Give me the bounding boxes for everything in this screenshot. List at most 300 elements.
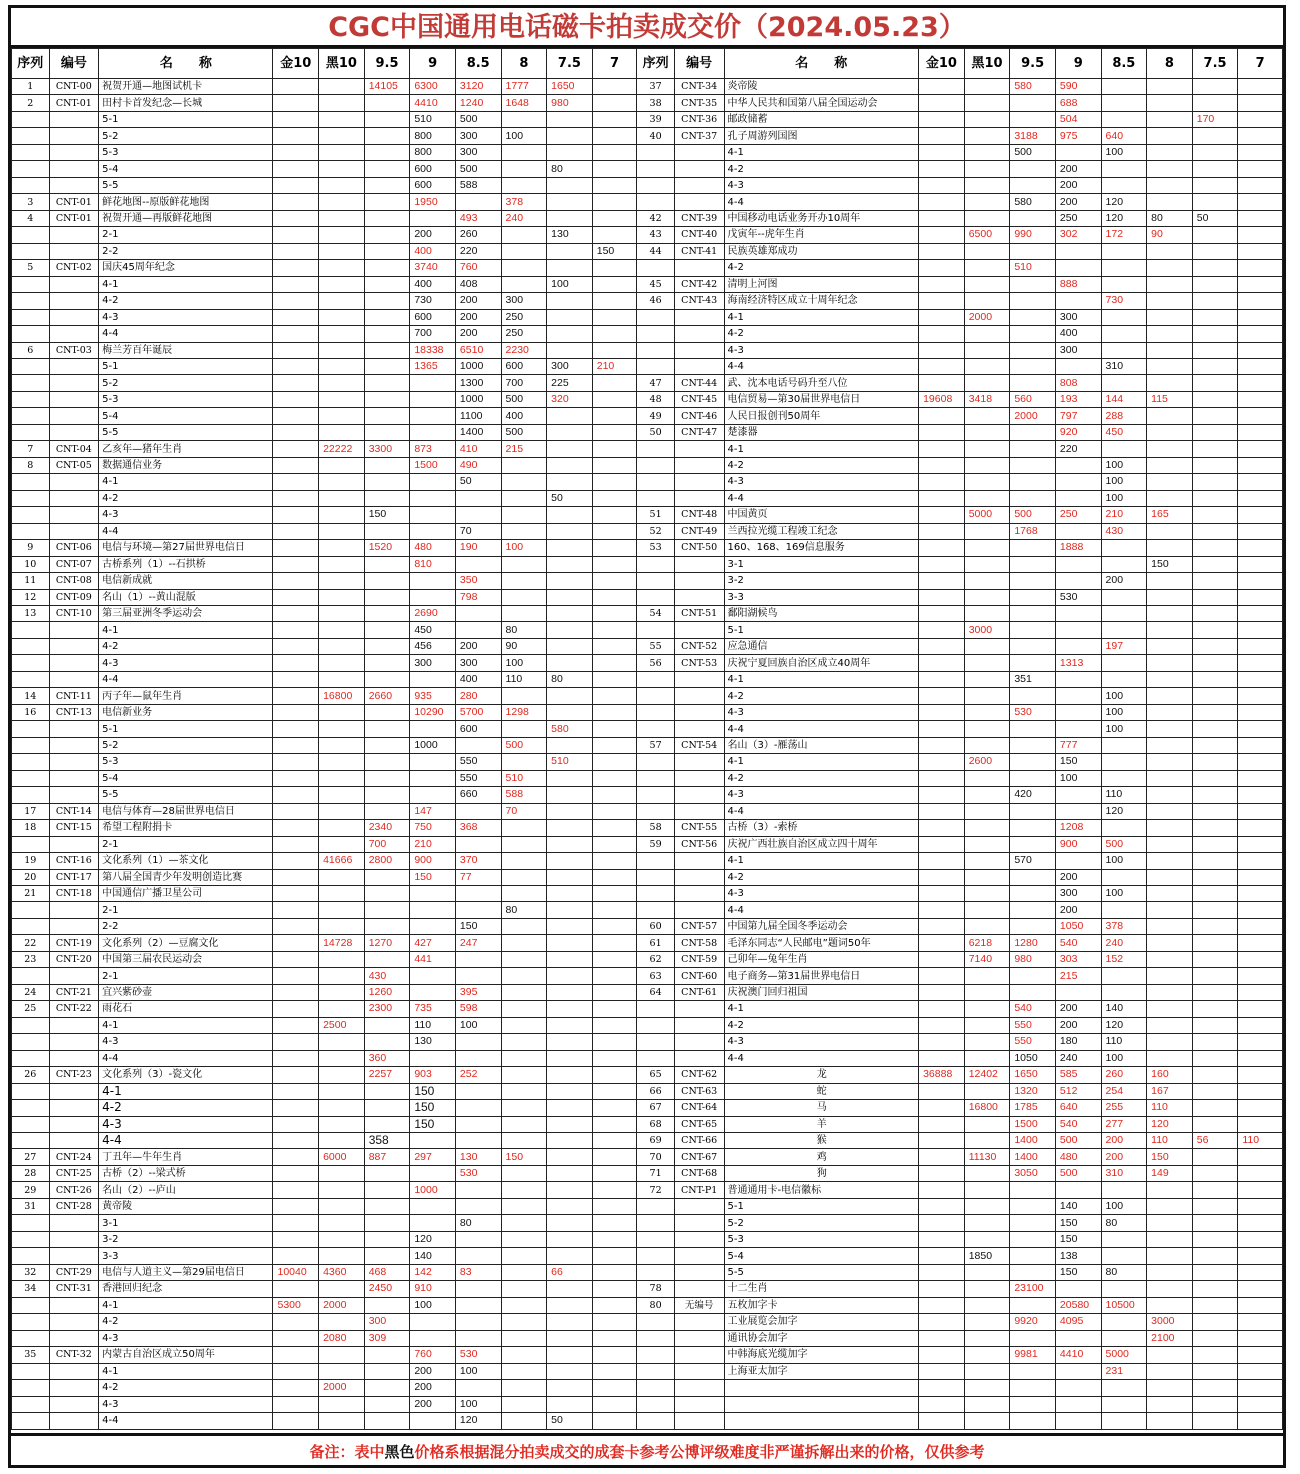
price-cell-9: 140 <box>410 1248 456 1264</box>
name-cell: 民族英雄郑成功 <box>724 243 919 259</box>
table-row <box>12 770 1283 786</box>
price-cell-8 <box>1147 309 1193 325</box>
code-cell: CNT-58 <box>674 935 724 951</box>
price-cell-gold10 <box>273 342 319 358</box>
seq-cell: 12 <box>12 589 50 605</box>
price-cell-8 <box>1147 1034 1193 1050</box>
price-cell-9-5: 3050 <box>1010 1165 1056 1181</box>
code-cell <box>49 1034 99 1050</box>
price-cell-8 <box>1147 671 1193 687</box>
code-cell: 无编号 <box>674 1297 724 1313</box>
price-cell-7-5 <box>1192 1017 1238 1033</box>
price-cell-8-5 <box>1101 540 1147 556</box>
price-cell-8 <box>501 144 547 160</box>
price-cell-9: 100 <box>410 1297 456 1313</box>
price-cell-7 <box>1238 490 1283 506</box>
price-cell-8 <box>501 1001 547 1017</box>
seq-cell <box>12 490 50 506</box>
price-cell-9-5 <box>1010 638 1056 654</box>
price-cell-8-5: 300 <box>455 128 501 144</box>
price-cell-gold10 <box>273 918 319 934</box>
price-cell-7 <box>592 951 637 967</box>
price-cell-7 <box>1238 951 1283 967</box>
name-cell: 楚漆器 <box>724 424 919 440</box>
price-cell-black10 <box>964 194 1010 210</box>
price-cell-black10 <box>964 1380 1010 1396</box>
code-cell: CNT-35 <box>674 95 724 111</box>
seq-cell: 23 <box>12 951 50 967</box>
price-cell-8 <box>501 754 547 770</box>
code-cell <box>49 474 99 490</box>
price-cell-black10 <box>964 869 1010 885</box>
price-cell-7-5 <box>547 1017 593 1033</box>
price-cell-8 <box>1147 1281 1193 1297</box>
price-cell-black10 <box>964 358 1010 374</box>
name-cell: 数据通信业务 <box>99 457 273 473</box>
price-cell-8 <box>501 161 547 177</box>
code-cell: CNT-16 <box>49 853 99 869</box>
price-cell-9: 910 <box>410 1281 456 1297</box>
price-cell-7-5 <box>547 243 593 259</box>
code-cell: CNT-61 <box>674 984 724 1000</box>
price-cell-9: 1000 <box>410 737 456 753</box>
price-cell-8-5 <box>1101 1396 1147 1412</box>
name-cell: 海南经济特区成立十周年纪念 <box>724 293 919 309</box>
price-cell-9-5: 358 <box>364 1133 410 1149</box>
code-cell <box>674 342 724 358</box>
price-cell-7 <box>1238 540 1283 556</box>
table-row <box>12 1380 1283 1396</box>
price-cell-gold10 <box>919 556 965 572</box>
price-cell-gold10 <box>919 1083 965 1099</box>
price-cell-gold10 <box>919 1248 965 1264</box>
price-cell-7 <box>592 1248 637 1264</box>
price-cell-8 <box>501 507 547 523</box>
price-cell-9-5 <box>364 243 410 259</box>
price-cell-black10 <box>964 1198 1010 1214</box>
seq-cell: 16 <box>12 704 50 720</box>
price-cell-7 <box>592 490 637 506</box>
price-cell-8-5: 77 <box>455 869 501 885</box>
code-cell <box>49 144 99 160</box>
price-cell-gold10 <box>273 111 319 127</box>
price-cell-9 <box>410 671 456 687</box>
price-cell-black10 <box>964 902 1010 918</box>
price-cell-black10 <box>964 95 1010 111</box>
price-table <box>11 48 1283 1430</box>
code-cell <box>674 358 724 374</box>
price-cell-8 <box>1147 1001 1193 1017</box>
seq-cell: 27 <box>12 1149 50 1165</box>
footnote-part2: 黑色 <box>384 1443 415 1461</box>
price-cell-8-5 <box>1101 968 1147 984</box>
price-cell-9-5: 2000 <box>1010 408 1056 424</box>
price-cell-9: 120 <box>410 1231 456 1247</box>
price-cell-8 <box>1147 1396 1193 1412</box>
price-cell-7 <box>1238 1198 1283 1214</box>
price-cell-7 <box>592 194 637 210</box>
price-cell-9: 150 <box>1055 754 1101 770</box>
price-cell-gold10 <box>919 573 965 589</box>
price-cell-8-5: 395 <box>455 984 501 1000</box>
seq-cell <box>637 1001 675 1017</box>
price-cell-9-5 <box>364 523 410 539</box>
price-cell-8-5: 598 <box>455 1001 501 1017</box>
price-cell-7-5: 80 <box>547 161 593 177</box>
price-cell-black10 <box>319 95 365 111</box>
price-cell-9-5: 1270 <box>364 935 410 951</box>
price-cell-9-5 <box>1010 770 1056 786</box>
price-cell-7-5 <box>547 869 593 885</box>
name-cell: 中国黄页 <box>724 507 919 523</box>
table-row <box>12 721 1283 737</box>
price-cell-black10 <box>964 540 1010 556</box>
price-cell-7 <box>1238 918 1283 934</box>
seq-cell: 17 <box>12 803 50 819</box>
name-cell: 5-2 <box>99 128 273 144</box>
price-cell-8: 149 <box>1147 1165 1193 1181</box>
code-cell: CNT-04 <box>49 441 99 457</box>
seq-cell: 11 <box>12 573 50 589</box>
price-cell-black10 <box>964 128 1010 144</box>
price-cell-9: 200 <box>1055 161 1101 177</box>
price-cell-9: 300 <box>1055 309 1101 325</box>
seq-cell <box>637 688 675 704</box>
name-cell: 2-1 <box>99 902 273 918</box>
price-cell-8-5: 100 <box>1101 144 1147 160</box>
price-cell-black10 <box>964 688 1010 704</box>
price-cell-8 <box>501 885 547 901</box>
price-cell-7-5 <box>547 441 593 457</box>
name-cell: 4-1 <box>99 1297 273 1313</box>
price-cell-7-5 <box>1192 1314 1238 1330</box>
price-cell-gold10 <box>273 79 319 95</box>
seq-cell <box>637 1231 675 1247</box>
table-row <box>12 1396 1283 1412</box>
price-cell-8-5 <box>1101 260 1147 276</box>
price-cell-8-5 <box>1101 820 1147 836</box>
price-cell-gold10 <box>273 803 319 819</box>
price-cell-9: 193 <box>1055 391 1101 407</box>
price-cell-8: 120 <box>1147 1116 1193 1132</box>
price-cell-7 <box>592 408 637 424</box>
name-cell: 4-3 <box>99 309 273 325</box>
price-cell-9-5 <box>364 1412 410 1429</box>
price-cell-9 <box>410 1314 456 1330</box>
price-cell-8 <box>501 984 547 1000</box>
code-cell <box>674 573 724 589</box>
price-cell-8: 90 <box>501 638 547 654</box>
price-cell-9-5 <box>1010 95 1056 111</box>
price-cell-8 <box>1147 589 1193 605</box>
price-cell-7-5 <box>547 457 593 473</box>
price-cell-gold10 <box>273 1281 319 1297</box>
price-cell-8-5 <box>1101 1231 1147 1247</box>
price-cell-9-5 <box>1010 1198 1056 1214</box>
price-cell-7-5 <box>1192 375 1238 391</box>
price-cell-8-5: 288 <box>1101 408 1147 424</box>
price-cell-black10 <box>319 622 365 638</box>
code-cell <box>674 457 724 473</box>
price-cell-8 <box>501 1215 547 1231</box>
header-left-col-gold10: 金10 <box>273 49 319 79</box>
price-cell-7-5 <box>547 194 593 210</box>
price-cell-black10 <box>964 1412 1010 1429</box>
name-cell: 4-4 <box>99 1133 273 1149</box>
price-cell-9-5: 1650 <box>1010 1067 1056 1083</box>
price-cell-black10 <box>964 885 1010 901</box>
price-cell-black10 <box>319 902 365 918</box>
price-cell-7 <box>592 1067 637 1083</box>
price-cell-8-5: 588 <box>455 177 501 193</box>
price-cell-9 <box>410 787 456 803</box>
price-cell-gold10 <box>273 1380 319 1396</box>
price-cell-black10 <box>319 1347 365 1363</box>
code-cell <box>49 276 99 292</box>
price-cell-9-5 <box>364 1396 410 1412</box>
price-cell-black10 <box>319 606 365 622</box>
price-cell-9-5 <box>364 803 410 819</box>
price-cell-7 <box>592 227 637 243</box>
price-cell-9: 3740 <box>410 260 456 276</box>
price-cell-gold10: 5300 <box>273 1297 319 1313</box>
price-cell-8 <box>1147 490 1193 506</box>
seq-cell <box>12 836 50 852</box>
price-cell-9: 600 <box>410 309 456 325</box>
price-cell-7-5 <box>1192 737 1238 753</box>
code-cell <box>674 1215 724 1231</box>
seq-cell <box>637 704 675 720</box>
table-row <box>12 737 1283 753</box>
price-cell-8-5 <box>455 1330 501 1346</box>
price-cell-9 <box>1055 638 1101 654</box>
code-cell: CNT-31 <box>49 1281 99 1297</box>
code-cell: CNT-24 <box>49 1149 99 1165</box>
price-cell-9 <box>410 408 456 424</box>
table-row <box>12 260 1283 276</box>
price-cell-8-5: 200 <box>1101 1149 1147 1165</box>
table-row <box>12 391 1283 407</box>
seq-cell: 63 <box>637 968 675 984</box>
code-cell: CNT-51 <box>674 606 724 622</box>
price-cell-9: 735 <box>410 1001 456 1017</box>
seq-cell <box>637 754 675 770</box>
seq-cell: 55 <box>637 638 675 654</box>
table-row <box>12 1248 1283 1264</box>
price-cell-9 <box>410 474 456 490</box>
price-cell-black10 <box>964 474 1010 490</box>
price-cell-7 <box>592 144 637 160</box>
price-cell-black10 <box>319 968 365 984</box>
price-cell-8-5: 640 <box>1101 128 1147 144</box>
price-cell-9-5 <box>364 869 410 885</box>
price-cell-8: 70 <box>501 803 547 819</box>
table-row <box>12 408 1283 424</box>
price-cell-8-5: 190 <box>455 540 501 556</box>
price-cell-7-5 <box>1192 326 1238 342</box>
price-cell-7 <box>592 375 637 391</box>
seq-cell <box>12 1116 50 1132</box>
price-cell-9: 138 <box>1055 1248 1101 1264</box>
price-cell-9-5 <box>1010 457 1056 473</box>
price-cell-9-5 <box>364 671 410 687</box>
price-cell-9-5 <box>364 128 410 144</box>
price-cell-black10 <box>319 737 365 753</box>
price-cell-8-5: 530 <box>455 1347 501 1363</box>
table-row <box>12 1264 1283 1280</box>
name-cell: 田村卡首发纪念—长城 <box>99 95 273 111</box>
price-cell-black10 <box>319 128 365 144</box>
price-cell-7 <box>1238 1363 1283 1379</box>
price-cell-gold10 <box>273 391 319 407</box>
price-cell-9: 800 <box>410 144 456 160</box>
price-cell-8: 100 <box>501 128 547 144</box>
price-cell-8 <box>501 1050 547 1066</box>
price-cell-8-5 <box>455 902 501 918</box>
price-cell-9-5: 2300 <box>364 1001 410 1017</box>
price-cell-9-5 <box>1010 375 1056 391</box>
price-cell-8-5 <box>1101 161 1147 177</box>
price-cell-7 <box>1238 507 1283 523</box>
table-row <box>12 606 1283 622</box>
price-cell-black10 <box>319 1363 365 1379</box>
price-cell-black10 <box>319 1116 365 1132</box>
price-cell-7-5 <box>1192 408 1238 424</box>
price-cell-9: 777 <box>1055 737 1101 753</box>
price-cell-gold10 <box>919 177 965 193</box>
price-cell-7 <box>592 1182 637 1198</box>
price-cell-gold10 <box>919 589 965 605</box>
name-cell: 4-3 <box>724 177 919 193</box>
price-cell-7-5: 80 <box>547 671 593 687</box>
name-cell: 邮政储蓄 <box>724 111 919 127</box>
price-cell-gold10 <box>273 260 319 276</box>
price-cell-7-5 <box>1192 902 1238 918</box>
header-left-col-8-5: 8.5 <box>455 49 501 79</box>
table-row <box>12 358 1283 374</box>
header-right-col-9: 9 <box>1055 49 1101 79</box>
price-cell-8-5 <box>455 556 501 572</box>
price-cell-8: 90 <box>1147 227 1193 243</box>
price-cell-7-5 <box>547 1100 593 1116</box>
price-cell-9-5: 420 <box>1010 787 1056 803</box>
price-cell-black10 <box>964 1281 1010 1297</box>
seq-cell: 48 <box>637 391 675 407</box>
seq-cell <box>637 1215 675 1231</box>
price-cell-9: 480 <box>1055 1149 1101 1165</box>
price-cell-8 <box>501 688 547 704</box>
price-cell-9 <box>410 984 456 1000</box>
seq-cell: 42 <box>637 210 675 226</box>
price-cell-8 <box>1147 260 1193 276</box>
table-row <box>12 523 1283 539</box>
seq-cell <box>637 1347 675 1363</box>
price-cell-black10 <box>319 177 365 193</box>
price-cell-9-5 <box>364 474 410 490</box>
price-cell-7 <box>1238 128 1283 144</box>
price-cell-gold10 <box>273 1034 319 1050</box>
price-cell-9 <box>1055 260 1101 276</box>
price-cell-black10: 2600 <box>964 754 1010 770</box>
price-cell-black10 <box>964 1330 1010 1346</box>
price-cell-black10 <box>964 326 1010 342</box>
name-cell: 4-3 <box>99 1330 273 1346</box>
price-cell-gold10 <box>919 276 965 292</box>
name-cell: 中国移动电话业务开办10周年 <box>724 210 919 226</box>
price-cell-9: 760 <box>410 1347 456 1363</box>
code-cell: CNT-63 <box>674 1083 724 1099</box>
code-cell: CNT-37 <box>674 128 724 144</box>
price-cell-black10: 2000 <box>319 1297 365 1313</box>
price-cell-gold10 <box>273 589 319 605</box>
price-cell-9-5 <box>1010 589 1056 605</box>
price-cell-8-5 <box>455 1248 501 1264</box>
price-cell-8-5: 100 <box>1101 490 1147 506</box>
price-cell-8-5: 80 <box>1101 1264 1147 1280</box>
price-cell-7-5 <box>547 1314 593 1330</box>
price-cell-7-5 <box>547 836 593 852</box>
table-row <box>12 1330 1283 1346</box>
price-cell-black10 <box>319 326 365 342</box>
price-cell-black10 <box>964 1165 1010 1181</box>
price-cell-8-5 <box>455 606 501 622</box>
seq-cell <box>637 441 675 457</box>
price-cell-7-5 <box>547 1083 593 1099</box>
price-cell-7-5 <box>1192 227 1238 243</box>
price-cell-black10 <box>319 79 365 95</box>
price-cell-gold10 <box>273 1083 319 1099</box>
code-cell <box>49 622 99 638</box>
table-row <box>12 326 1283 342</box>
price-cell-7-5: 50 <box>547 490 593 506</box>
price-cell-gold10 <box>919 474 965 490</box>
price-cell-gold10 <box>273 885 319 901</box>
price-cell-black10 <box>964 1314 1010 1330</box>
price-cell-gold10 <box>273 1215 319 1231</box>
table-row <box>12 869 1283 885</box>
price-cell-8-5: 500 <box>455 161 501 177</box>
price-cell-gold10 <box>273 638 319 654</box>
price-cell-8 <box>1147 144 1193 160</box>
price-cell-7-5: 56 <box>1192 1133 1238 1149</box>
name-cell: 4-1 <box>99 622 273 638</box>
seq-cell <box>12 655 50 671</box>
price-cell-7-5: 66 <box>547 1264 593 1280</box>
code-cell <box>49 787 99 803</box>
header-left-col-code: 编号 <box>49 49 99 79</box>
price-cell-7-5: 225 <box>547 375 593 391</box>
name-cell: 文化系列（2）—豆腐文化 <box>99 935 273 951</box>
price-cell-9 <box>1055 1182 1101 1198</box>
price-cell-gold10 <box>919 1264 965 1280</box>
price-cell-9: 900 <box>1055 836 1101 852</box>
code-cell <box>49 721 99 737</box>
price-cell-black10: 4360 <box>319 1264 365 1280</box>
price-cell-black10 <box>319 111 365 127</box>
price-cell-8 <box>501 1396 547 1412</box>
price-cell-8: 215 <box>501 441 547 457</box>
name-cell <box>724 1380 919 1396</box>
price-cell-7-5 <box>1192 836 1238 852</box>
seq-cell: 57 <box>637 737 675 753</box>
price-cell-9: 900 <box>410 853 456 869</box>
price-cell-7-5: 510 <box>547 754 593 770</box>
table-row <box>12 507 1283 523</box>
price-cell-black10 <box>964 655 1010 671</box>
price-cell-9-5 <box>364 293 410 309</box>
code-cell <box>674 589 724 605</box>
price-cell-8-5 <box>1101 606 1147 622</box>
